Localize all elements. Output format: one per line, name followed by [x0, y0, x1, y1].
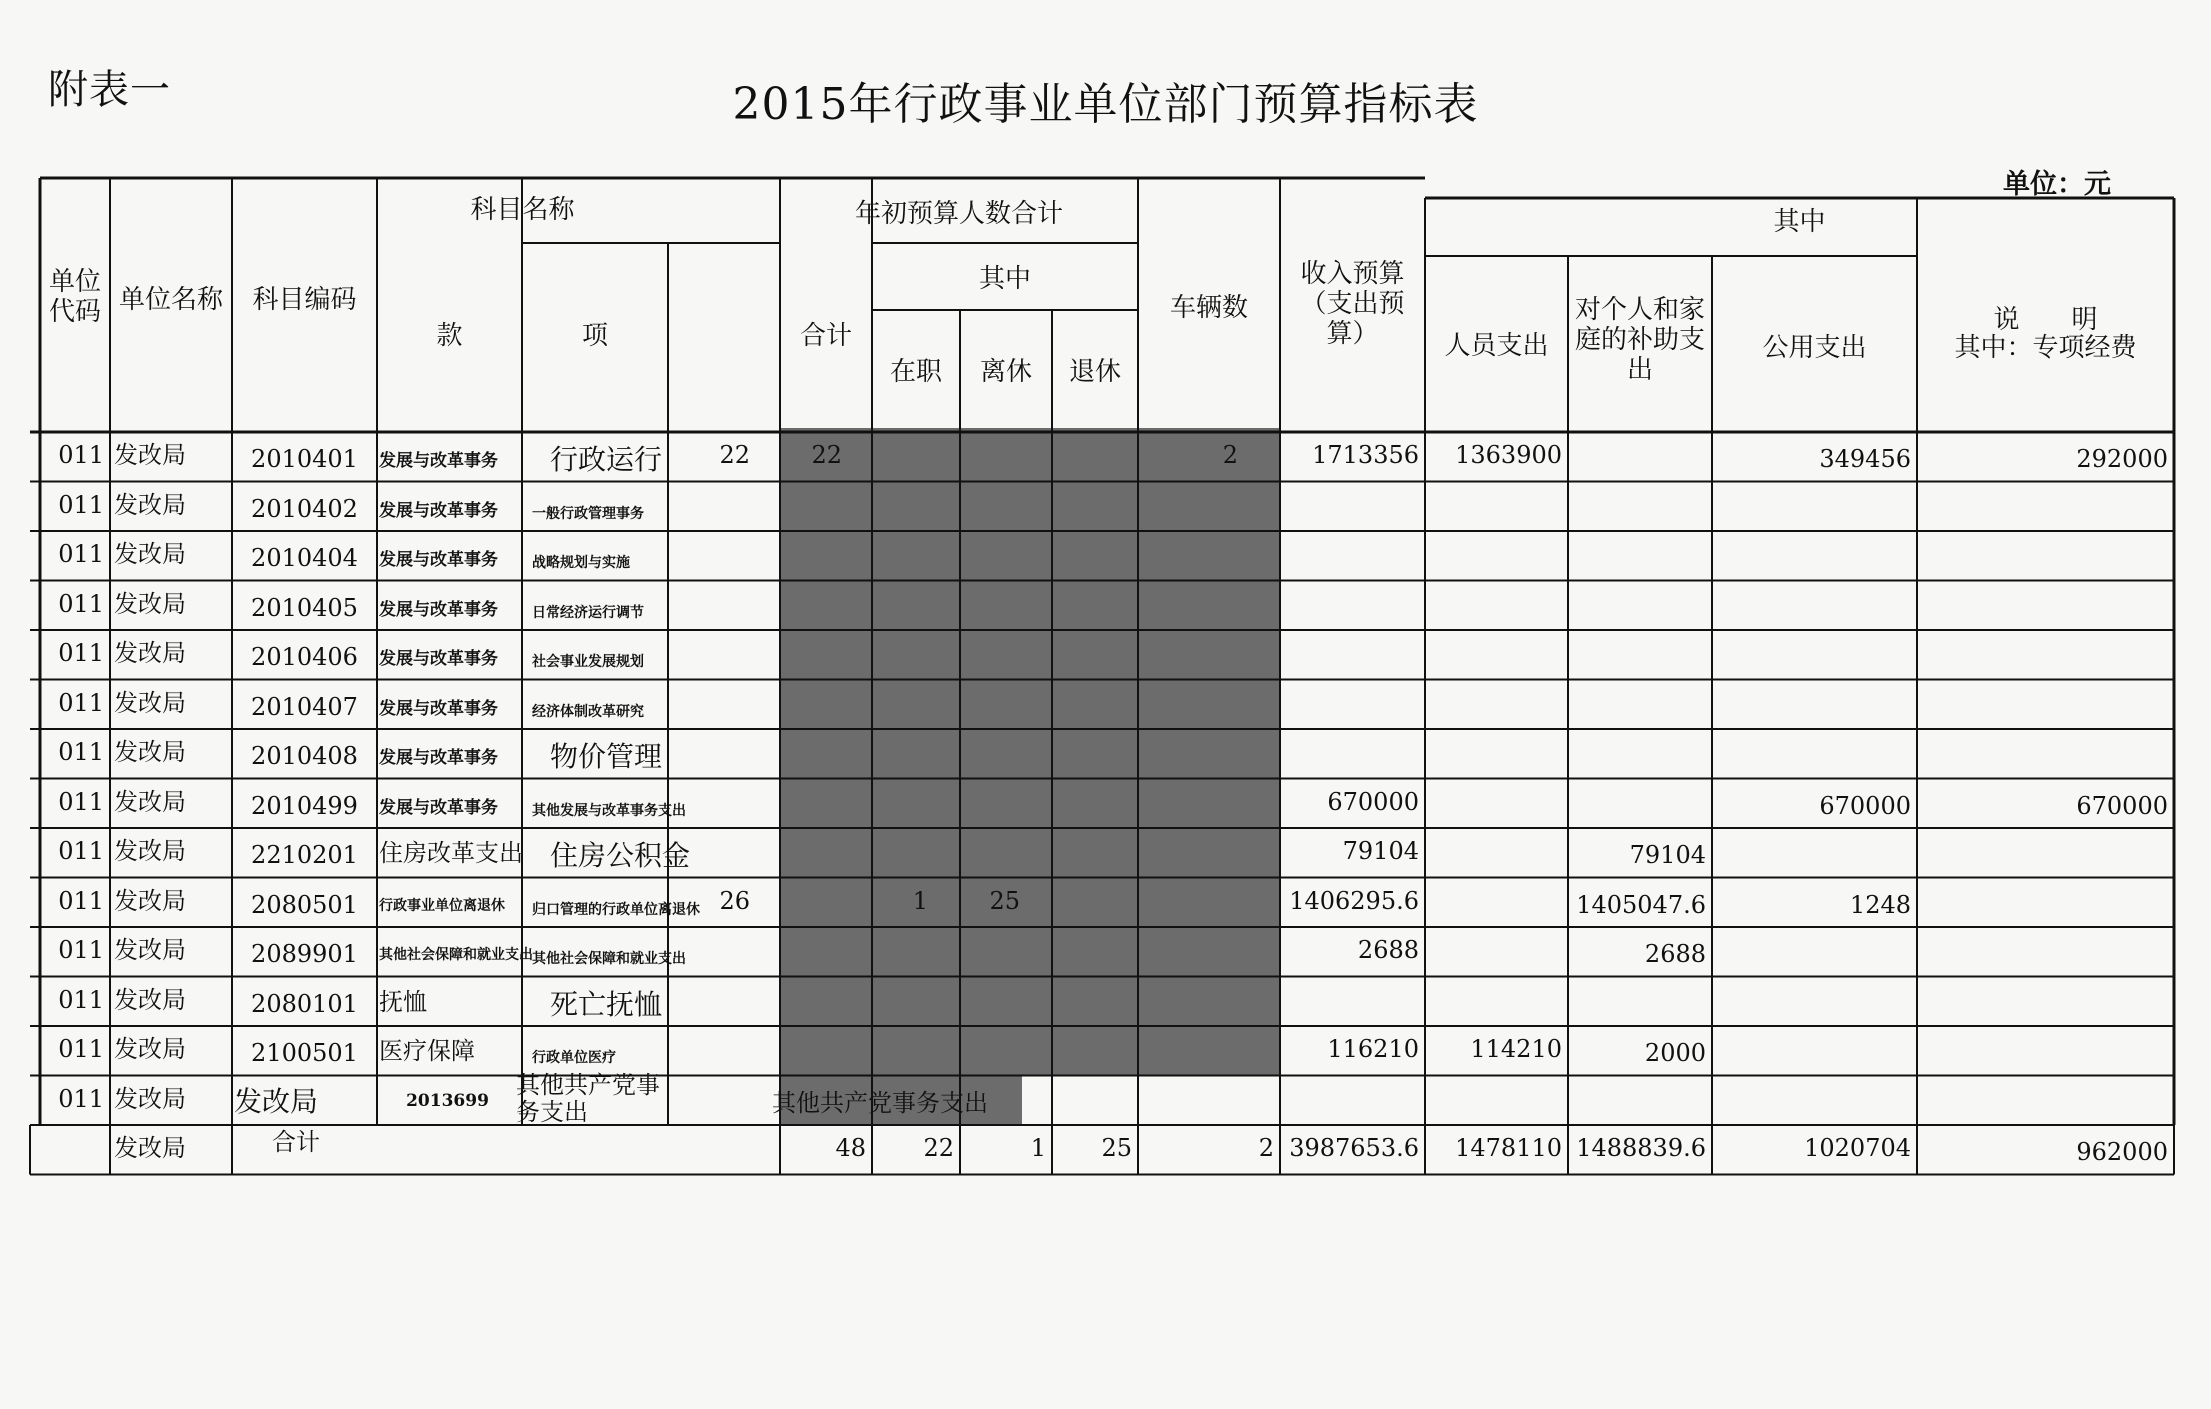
cell-subject-code: 2010408	[251, 742, 358, 770]
header-subject-code: 科目编码	[252, 285, 357, 315]
cell-unit-name: 发改局	[114, 540, 186, 568]
header-unit-name: 单位名称	[118, 285, 223, 315]
header-special: 其中：专项经费	[1954, 333, 2137, 363]
cell-subject-code: 2010404	[251, 544, 358, 572]
cell-personnel: 114210	[1470, 1035, 1562, 1063]
cell-xiang: 其他发展与改革事务支出	[532, 802, 686, 819]
attachment-label: 附表一	[48, 67, 171, 113]
total-personnel: 1478110	[1455, 1134, 1562, 1162]
cell-unit-name: 发改局	[114, 1084, 186, 1113]
cell-unit-code: 011	[58, 639, 104, 667]
header-people-of-which: 其中	[978, 264, 1031, 294]
cell-kuan: 行政事业单位离退休	[379, 897, 505, 914]
cell-subject-code: 2010407	[251, 692, 358, 721]
cell-subject-code: 2210201	[251, 841, 358, 869]
total-unit-name: 发改局	[114, 1134, 186, 1162]
cell-unit-name: 发改局	[114, 441, 186, 469]
cell-income: 1406295.6	[1289, 886, 1419, 915]
unit-label: 单位：元	[2003, 169, 2111, 200]
cell-subject-code: 2010405	[251, 593, 358, 622]
cell-subject-code: 2010406	[251, 643, 358, 671]
cell-public: 349456	[1819, 445, 1911, 473]
header-on-duty: 在职	[889, 357, 942, 387]
cell-unit-name: 发改局	[114, 837, 186, 865]
header-kuan: 款	[436, 321, 463, 351]
cell-kuan: 发展与改革事务	[379, 748, 498, 768]
cell-xiang: 其他社会保障和就业支出	[532, 951, 686, 967]
total-income: 3987653.6	[1289, 1134, 1419, 1162]
header-public: 公用支出	[1762, 333, 1867, 363]
total-resigned: 1	[1030, 1134, 1046, 1162]
cell-income: 1713356	[1312, 441, 1419, 469]
cell-subject-code: 2100501	[251, 1039, 358, 1067]
cell-special: 292000	[2076, 445, 2168, 473]
cell-kuan: 住房改革支出	[379, 839, 523, 867]
cell-unit-name: 发改局	[114, 738, 186, 766]
total-people: 48	[835, 1134, 866, 1162]
cell-kuan: 发展与改革事务	[379, 698, 498, 719]
cell-xiang: 经济体制改革研究	[532, 703, 644, 720]
header-vehicles: 车辆数	[1169, 293, 1248, 323]
cell-unit-name: 发改局	[114, 490, 186, 519]
cell-kuan: 发展与改革事务	[379, 550, 498, 570]
cell-xiang: 其他共产党事 务支出	[516, 1070, 660, 1127]
cell-unit-code: 011	[58, 886, 104, 915]
cell-xiang: 行政运行	[550, 443, 663, 476]
cell-unit-code: 011	[58, 589, 104, 618]
cell-unit-code: 011	[58, 688, 104, 717]
header-subject-name: 科目名称	[470, 195, 575, 225]
cell-on-duty: 22	[811, 441, 842, 469]
cell-xiang: 行政单位医疗	[532, 1050, 616, 1066]
cell-unit-code: 011	[58, 787, 104, 816]
cell-kuan: 医疗保障	[379, 1037, 475, 1065]
header-unit-code: 单位 代码	[48, 267, 101, 327]
cell-subject-code: 2089901	[251, 940, 358, 968]
cell-subject-code: 2080101	[251, 989, 358, 1018]
cell-unit-code: 011	[58, 837, 104, 865]
cell-subject-code: 2010401	[251, 445, 358, 473]
cell-personnel: 1363900	[1455, 441, 1562, 469]
total-on-duty: 22	[923, 1134, 954, 1162]
total-subsidy: 1488839.6	[1576, 1134, 1706, 1162]
cell-unit-code: 011	[58, 738, 104, 766]
cell-total: 26	[719, 886, 750, 915]
cell-unit-name: 发改局	[114, 639, 186, 667]
page-title: 2015年行政事业单位部门预算指标表	[732, 79, 1479, 130]
cell-kuan: 发展与改革事务	[379, 649, 498, 669]
cell-income: 670000	[1327, 787, 1419, 816]
cell-kuan: 发展与改革事务	[379, 500, 498, 521]
cell-subsidy: 1405047.6	[1576, 890, 1706, 919]
cell-unit-code: 011	[58, 490, 104, 519]
cell-unit-name-2: 发改局	[234, 1084, 319, 1118]
total-label: 合计	[272, 1128, 320, 1156]
header-people-group: 年初预算人数合计	[854, 199, 1063, 229]
cell-unit-code: 011	[58, 1035, 104, 1063]
cell-unit-name: 发改局	[114, 787, 186, 816]
header-remark: 说 明	[1993, 305, 2098, 335]
total-special: 962000	[2076, 1138, 2168, 1166]
cell-kuan: 发展与改革事务	[379, 451, 498, 471]
cell-subsidy: 79104	[1629, 841, 1706, 869]
cell-total: 22	[719, 441, 750, 469]
cell-xiang: 日常经济运行调节	[532, 604, 644, 621]
cell-unit-code: 011	[58, 441, 104, 469]
cell-income: 116210	[1327, 1035, 1419, 1063]
cell-kuan: 其他社会保障和就业支出	[379, 947, 533, 963]
cell-resigned: 1	[912, 886, 928, 915]
cell-special: 670000	[2076, 791, 2168, 820]
cell-subject-code: 2080501	[251, 890, 358, 919]
cell-subject-code: 2013699	[406, 1090, 489, 1111]
cell-public: 1248	[1849, 890, 1911, 919]
cell-vehicles: 2	[1222, 441, 1238, 469]
cell-subsidy: 2688	[1644, 940, 1706, 968]
cell-income: 79104	[1342, 837, 1419, 865]
shaded-people-area	[780, 428, 1280, 1076]
cell-kuan: 抚恤	[379, 987, 427, 1016]
cell-xiang: 社会事业发展规划	[532, 654, 644, 670]
cell-xiang: 住房公积金	[550, 839, 691, 872]
cell-unit-code: 011	[58, 540, 104, 568]
cell-kuan: 发展与改革事务	[379, 599, 498, 620]
cell-xiang: 一般行政管理事务	[532, 505, 644, 522]
cell-unit-name: 发改局	[114, 936, 186, 964]
cell-subject-code: 2010402	[251, 494, 358, 523]
header-xiang: 项	[581, 321, 608, 351]
total-vehicles: 2	[1258, 1134, 1274, 1162]
cell-unit-name: 发改局	[114, 1035, 186, 1063]
header-of-which: 其中	[1773, 207, 1826, 237]
cell-unit-code: 011	[58, 1084, 104, 1113]
cell-retired: 25	[989, 886, 1020, 915]
header-subsidy: 对个人和家 庭的补助支 出	[1574, 295, 1705, 385]
header-personnel: 人员支出	[1444, 331, 1549, 361]
cell-subsidy: 2000	[1644, 1039, 1706, 1067]
header-retired: 退休	[1068, 357, 1121, 387]
cell-subject-code: 2010499	[251, 791, 358, 820]
cell-unit-name: 发改局	[114, 886, 186, 915]
header-people-total: 合计	[799, 321, 852, 351]
cell-unit-code: 011	[58, 985, 104, 1014]
total-public: 1020704	[1804, 1134, 1911, 1162]
cell-xiang: 死亡抚恤	[550, 987, 663, 1021]
cell-unit-name: 发改局	[114, 688, 186, 717]
cell-public: 670000	[1819, 791, 1911, 820]
cell-xiang: 物价管理	[550, 740, 663, 773]
cell-income: 2688	[1357, 936, 1419, 964]
header-resigned: 离休	[979, 357, 1032, 387]
cell-extra-note: 其他共产党事务支出	[772, 1088, 988, 1117]
cell-unit-code: 011	[58, 936, 104, 964]
cell-xiang: 战略规划与实施	[532, 555, 630, 571]
cell-unit-name: 发改局	[114, 985, 186, 1014]
header-income-budget: 收入预算 （支出预 算）	[1300, 259, 1405, 349]
cell-xiang: 归口管理的行政单位离退休	[532, 901, 700, 918]
cell-kuan: 发展与改革事务	[379, 797, 498, 818]
total-retired: 25	[1101, 1134, 1132, 1162]
cell-unit-name: 发改局	[114, 589, 186, 618]
